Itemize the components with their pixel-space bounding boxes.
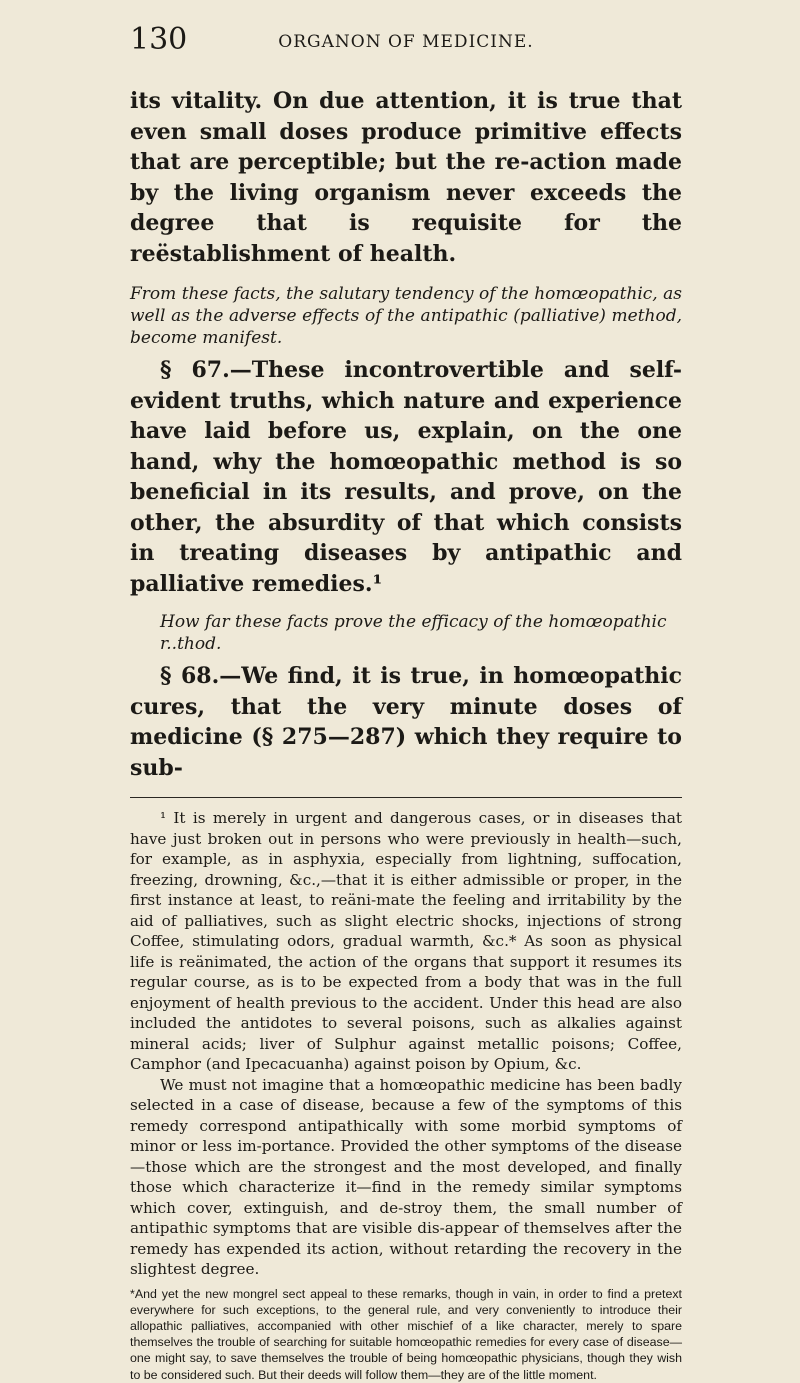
paragraph-68: § 68.—We find, it is true, in homœopathic cures, that the very minute doses of medicine (§ 275—287) which they require to sub- (130, 663, 682, 781)
page-body (130, 86, 682, 1383)
footnote-asterisk: *And yet the new mongrel sect appeal to these remarks, though in vain, in order to find a pretext everywhere for such exceptions, to the general rule, and very conveniently to introduce their allopathic palliatives, accompanied with other mischief of a like character, merely to spare themselves the trouble of searching for suitable homœopathic remedies for every case of disease—one might say, to save themselves the trouble of being homœopathic physicians, though they wish to be considered such. But their deeds will follow them—they are of the little moment. (130, 1286, 682, 1382)
section-heading-67: From these facts, the salutary tendency of the homœopathic, as well as the adverse effects of the antipathic (palliative) method, become manifest. (130, 284, 682, 348)
paragraph-continuation: its vitality. On due attention, it is true that even small doses produce primitive effects that are perceptible; but the re-action made by the living organism never exceeds the degree that is requisite for the reëstablishment of health. (130, 88, 682, 267)
page-header (130, 22, 682, 62)
footnote-divider (130, 797, 682, 798)
running-head: ORGANON OF MEDICINE. (278, 32, 534, 52)
footnote-1-continued: We must not imagine that a homœopathic medicine has been badly selected in a case of disease, because a few of the symptoms of this remedy correspond antipathically with some morbid symptoms of minor or less im-portance. Provided the other symptoms of the disease—those which are the strongest and the most developed, and finally those which characterize it—find in the remedy similar symptoms which cover, extinguish, and de-stroy them, the small number of antipathic symptoms that are visible dis-appear of themselves after the remedy has expended its action, without retarding the recovery in the slightest degree. (130, 1075, 682, 1278)
paragraph-67: § 67.—These incontrovertible and self-evident truths, which nature and experience have laid before us, explain, on the one hand, why the homœopathic method is so beneficial in its results, and prove, on the other, the absurdity of that which consists in treating diseases by antipathic and palliative remedies.¹ (130, 357, 682, 597)
page-number: 130 (130, 22, 188, 57)
footnote-1: ¹ It is merely in urgent and dangerous cases, or in diseases that have just broken out in persons who were previously in health—such, for example, as in asphyxia, especially from lightning, suffocation, freezing, drowning, &c.,—that it is either admissible or proper, in the first instance at least, to reäni-mate the feeling and irritability by the aid of palliatives, such as slight electric shocks, injections of strong Coffee, stimulating odors, gradual warmth, &c.* As soon as physical life is reänimated, the action of the organs that support it resumes its regular course, as is to be expected from a body that was in the full enjoyment of health previous to the accident. Under this head are also included the antidotes to several poisons, such as alkalies against mineral acids; liver of Sulphur against metallic poisons; Coffee, Camphor (and Ipecacuanha) against poison by Opium, &c. (130, 809, 682, 1073)
section-heading-68: How far these facts prove the efficacy of the homœopathic r..thod. (160, 612, 667, 654)
